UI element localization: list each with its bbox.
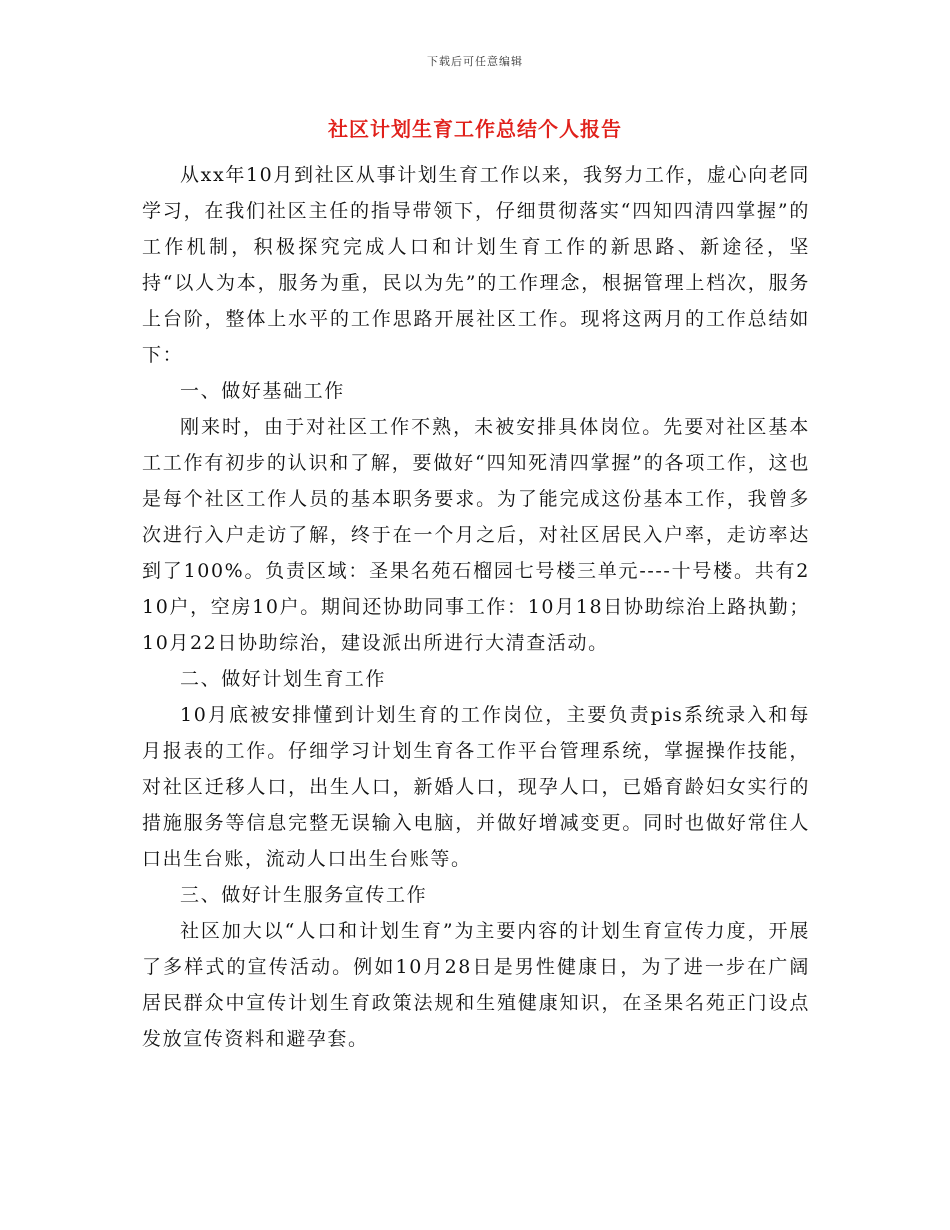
paragraph-basic-work: 刚来时，由于对社区工作不熟，未被安排具体岗位。先要对社区基本工工作有初步的认识和了解，要做好“四知死清四掌握”的各项工作，这也是每个社区工作人员的基本职务要求。为了能完成这份基本工作，我曾多次进行入户走访了解，终于在一个月之后，对社区居民入户率，走访率达到了100%。负责区域：圣果名苑石榴园七号楼三单元----十号楼。共有210户，空房10户。期间还协助同事工作：10月18日协助综治上路执勤；10月22日协助综治，建设派出所进行大清查活动。 [142,416,810,654]
section-heading-publicity: 三、做好计生服务宣传工作 [180,884,428,906]
document-body [142,157,810,1057]
paragraph-intro: 从xx年10月到社区从事计划生育工作以来，我努力工作，虚心向老同学习，在我们社区主任的指导带领下，仔细贯彻落实“四知四清四掌握”的工作机制，积极探究完成人口和计划生育工作的新思路、新途径，坚持“以人为本，服务为重，民以为先”的工作理念，根据管理上档次，服务上台阶，整体上水平的工作思路开展社区工作。现将这两月的工作总结如下： [142,164,810,366]
document-title: 社区计划生育工作总结个人报告 [328,117,622,141]
paragraph-publicity: 社区加大以“人口和计划生育”为主要内容的计划生育宣传力度，开展了多样式的宣传活动。例如10月28日是男性健康日，为了进一步在广阔居民群众中宣传计划生育政策法规和生殖健康知识，在圣果名苑正门设点发放宣传资料和避孕套。 [142,920,810,1050]
section-heading-basic-work: 一、做好基础工作 [180,380,345,402]
header-note: 下载后可任意编辑 [427,55,523,68]
paragraph-family-planning: 10月底被安排懂到计划生育的工作岗位，主要负责pis系统录入和每月报表的工作。仔细学习计划生育各工作平台管理系统，掌握操作技能，对社区迁移人口，出生人口，新婚人口，现孕人口，已婚育龄妇女实行的措施服务等信息完整无误输入电脑，并做好增减变更。同时也做好常住人口出生台账，流动人口出生台账等。 [142,704,810,870]
section-heading-family-planning: 二、做好计划生育工作 [180,668,387,690]
